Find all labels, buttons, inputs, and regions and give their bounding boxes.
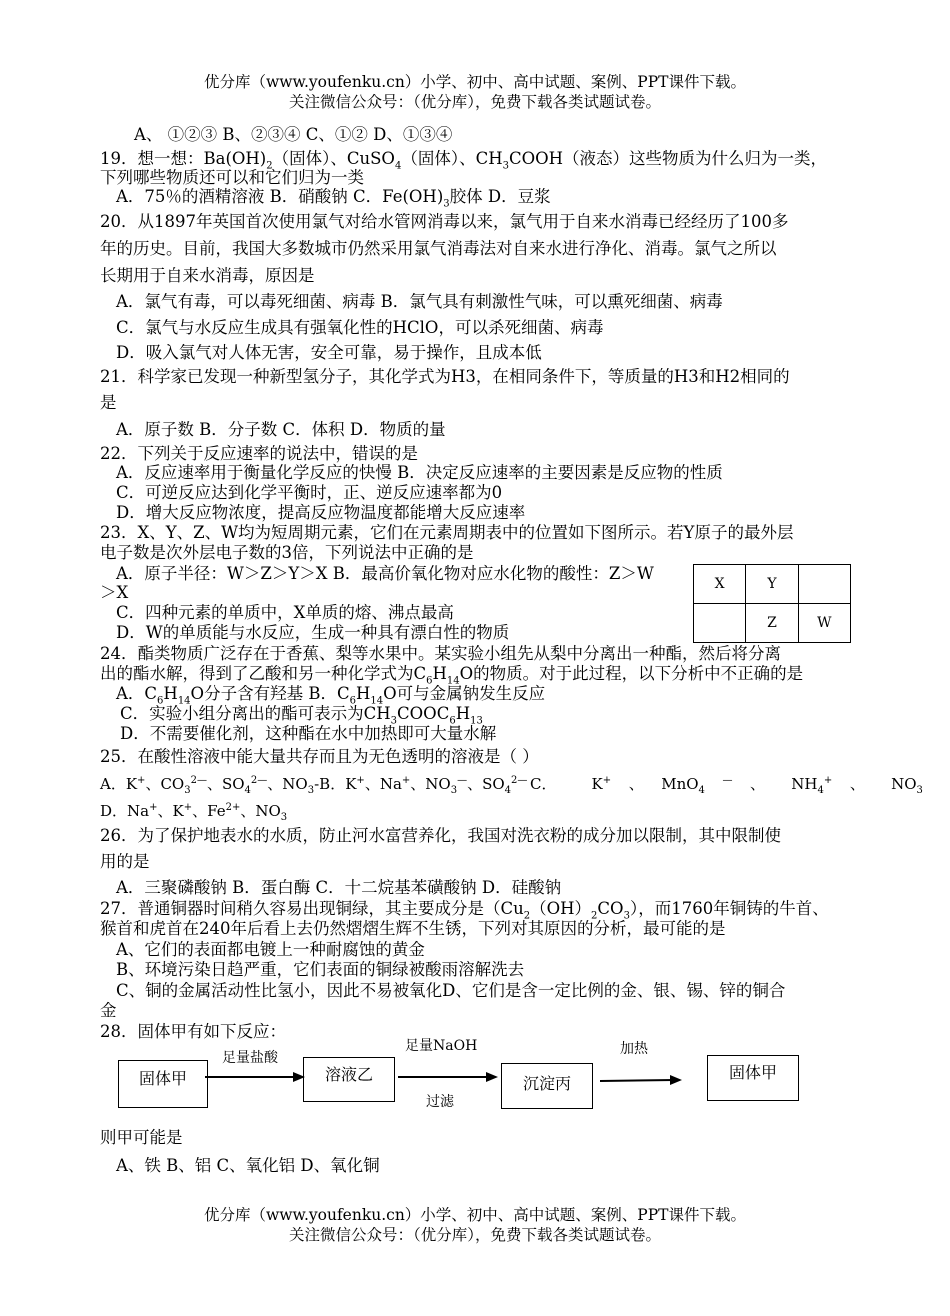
q19-stem-2: 下列哪些物质还可以和它们归为一类	[100, 168, 364, 187]
q26-stem-1: 26．为了保护地表水的水质，防止河水富营养化，我国对洗衣粉的成分加以限制，其中限制使	[100, 826, 781, 845]
q27-stem-1: 27．普通铜器时间稍久容易出现铜绿，其主要成分是$(Cu_2(OH)_2CO_3)$，而1760年铜铸的牛首、	[100, 899, 829, 922]
grid-cell-empty-2	[694, 604, 746, 643]
q26-stem-2: 用的是	[100, 852, 150, 871]
q20-stem-1: 20．从1897年英国首次使用氯气对给水管网消毒以来，氯气用于自来水消毒已经经历了100多	[100, 212, 789, 231]
q23-stem-2: 电子数是次外层电子数的3倍，下列说法中正确的是	[100, 543, 474, 562]
label-excess-naoh: 足量NaOH	[405, 1038, 478, 1054]
arrow-2	[398, 1070, 498, 1084]
q19-stem: 19．想一想：$Ba(OH)_2$（固体）、CuSO$_4$（固体）、$CH_3COOH$（液态）这些物质为什么归为一类，	[100, 149, 828, 172]
q25-option-ab: A．K+、$CO_3^{2—}$、$SO_4^{2—}$、$NO_3-B$．K+、Na+、$NO_3^—$、$SO_4^{2—}$	[100, 775, 528, 796]
q20-stem-2: 年的历史。目前，我国大多数城市仍然采用氯气消毒法对自来水进行净化、消毒。氯气之所以	[100, 239, 777, 258]
grid-cell-empty-1	[798, 565, 850, 604]
q27-option-cd-cont: 金	[100, 1001, 117, 1020]
q23-option-ab: A．原子半径：W＞Z＞Y＞X B．最高价氧化物对应水化物的酸性：Z＞W	[116, 564, 654, 583]
flow-box-precipitate-bing: 沉淀丙	[501, 1063, 593, 1109]
q20-stem-3: 长期用于自来水消毒，原因是	[100, 266, 315, 285]
q21-stem-2: 是	[100, 393, 117, 412]
label-heat: 加热	[620, 1041, 648, 1057]
q24-stem-2: 出的酯水解，得到了乙酸和另一种化学式为$C_6H_{14}O$的物质。对于此过程，以下分析中不正确的是	[100, 664, 804, 687]
q27-option-cd: C、铜的金属活动性比氢小，因此不易被氧化D、它们是含一定比例的金、银、锡、锌的铜合	[116, 981, 786, 1000]
q23-option-ab-cont: ＞X	[100, 583, 129, 602]
grid-cell-z: Z	[746, 604, 798, 643]
q24-option-d: D．不需要催化剂，这种酯在水中加热即可大量水解	[120, 724, 497, 743]
grid-cell-w: W	[798, 604, 850, 643]
q27-option-b: B、环境污染日趋严重，它们表面的铜绿被酸雨溶解洗去	[116, 960, 525, 979]
q28-then: 则甲可能是	[100, 1128, 183, 1147]
q24-option-ab: A．$C_6H_{14}O$分子含有羟基 B．$C_6H_{14}O$可与金属钠发生反应	[116, 684, 546, 707]
q21-stem-1: 21．科学家已发现一种新型氢分子，其化学式为H3，在相同条件下，等质量的H3和H2相同的	[100, 367, 790, 386]
periodic-table-grid	[693, 564, 851, 643]
q24-stem-1: 24．酯类物质广泛存在于香蕉、梨等水果中。某实验小组先从梨中分离出一种酯，然后将分离	[100, 644, 781, 663]
grid-row-1	[694, 565, 851, 604]
arrow-3	[600, 1074, 682, 1088]
q25-stem: 25．在酸性溶液中能大量共存而且为无色透明的溶液是（ ）	[100, 747, 539, 766]
q19-options: A．75％的酒精溶液 B．硝酸钠 C．$Fe(OH)_3$胶体 D．豆浆	[116, 187, 551, 210]
grid-row-2	[694, 604, 851, 643]
grid-cell-x: X	[694, 565, 746, 604]
flow-box-solid-jia: 固体甲	[118, 1060, 208, 1108]
q22-option-d: D．增大反应物浓度，提高反应物温度都能增大反应速率	[116, 503, 526, 522]
arrow-1	[205, 1070, 305, 1084]
label-filter: 过滤	[426, 1094, 454, 1110]
q27-stem-2: 猴首和虎首在240年后看上去仍然熠熠生辉不生锈，下列对其原因的分析，最可能的是	[100, 919, 726, 938]
q18-options: A、 ①②③ B、②③④ C、①② D、①③④	[134, 125, 453, 144]
flow-box-solid-jia-2: 固体甲	[707, 1055, 799, 1101]
flow-box-solution-yi: 溶液乙	[303, 1057, 395, 1102]
header-line-1: 优分库（www.youfenku.cn）小学、初中、高中试题、案例、PPT课件下载。	[203, 73, 747, 91]
q20-option-ab: A．氯气有毒，可以毒死细菌、病毒 B．氯气具有刺激性气味，可以熏死细菌、病毒	[116, 292, 723, 311]
q21-options: A．原子数 B．分子数 C．体积 D．物质的量	[116, 420, 446, 439]
q22-stem: 22．下列关于反应速率的说法中，错误的是	[100, 444, 418, 463]
q20-option-c: C．氯气与水反应生成具有强氧化性的HClO，可以杀死细菌、病毒	[116, 318, 604, 337]
q25-option-c: C． K+ 、 MnO$_4$ — 、 $NH_4^+$ 、 $NO_3$	[530, 775, 923, 796]
footer-line-1: 优分库（www.youfenku.cn）小学、初中、高中试题、案例、PPT课件下载。	[203, 1206, 747, 1224]
grid-cell-y: Y	[746, 565, 798, 604]
header-line-2: 关注微信公众号：（优分库），免费下载各类试题试卷。	[288, 93, 661, 111]
q28-stem: 28．固体甲有如下反应：	[100, 1022, 286, 1041]
q27-option-a: A、它们的表面都电镀上一种耐腐蚀的黄金	[116, 940, 425, 959]
q25-option-d: D．Na+、K+、$Fe^{2+}$、$NO_3$	[100, 802, 288, 823]
label-excess-hcl: 足量盐酸	[222, 1050, 278, 1066]
q24-option-c: C．实验小组分离出的酯可表示为$CH_3COOC_6H_{13}$	[120, 704, 483, 727]
q28-options: A、铁 B、铝 C、氧化铝 D、氧化铜	[116, 1156, 380, 1175]
q23-option-c: C．四种元素的单质中，X单质的熔、沸点最高	[116, 603, 454, 622]
footer-line-2: 关注微信公众号：（优分库），免费下载各类试题试卷。	[288, 1226, 661, 1244]
q22-option-c: C．可逆反应达到化学平衡时，正、逆反应速率都为0	[116, 483, 503, 502]
q23-option-d: D．W的单质能与水反应，生成一种具有漂白性的物质	[116, 623, 510, 642]
q20-option-d: D．吸入氯气对人体无害，安全可靠，易于操作，且成本低	[116, 343, 542, 362]
q26-options: A．三聚磷酸钠 B．蛋白酶 C．十二烷基苯磺酸钠 D．硅酸钠	[116, 878, 562, 897]
q23-stem-1: 23．X、Y、Z、W均为短周期元素，它们在元素周期表中的位置如下图所示。若Y原子的最外层	[100, 523, 794, 542]
q22-option-ab: A．反应速率用于衡量化学反应的快慢 B．决定反应速率的主要因素是反应物的性质	[116, 463, 723, 482]
